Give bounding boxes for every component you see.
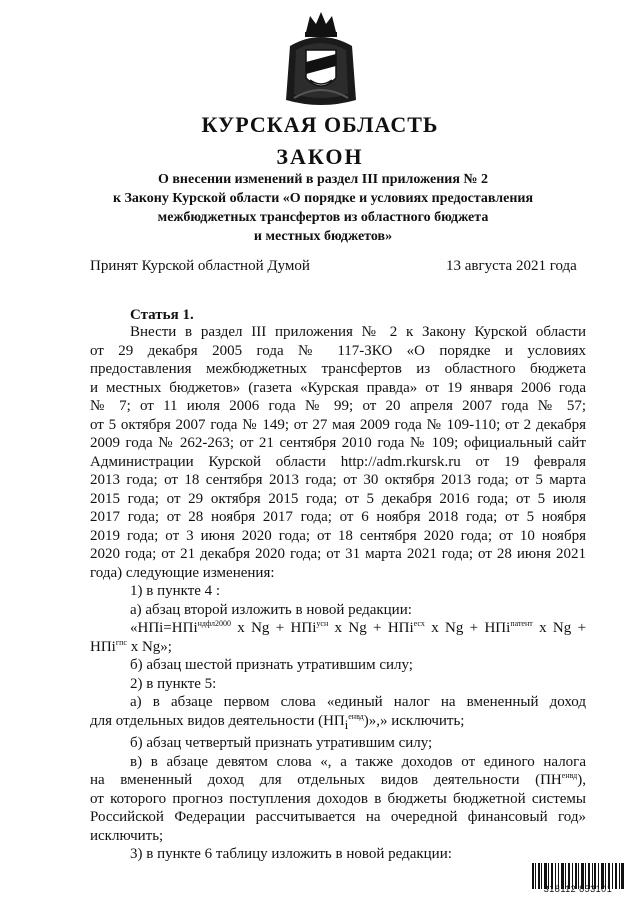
- body-line: а) в абзаце первом слова «единый налог на вмененный доход: [130, 694, 586, 710]
- body-line: 1) в пункте 4 :: [130, 583, 221, 599]
- law-title-line: О внесении изменений в раздел III приложения № 2: [157, 172, 489, 187]
- law-title-line: и местных бюджетов»: [253, 229, 393, 244]
- region-heading: КУРСКАЯ ОБЛАСТЬ: [201, 112, 439, 137]
- body-line: года) следующие изменения:: [90, 564, 275, 581]
- body-line: от которого прогноз поступления доходов в бюджеты бюджетной системы: [90, 790, 586, 807]
- barcode-number: 318112 853101: [543, 884, 613, 894]
- law-title-line: межбюджетных трансфертов из областного бюджета: [157, 210, 489, 225]
- formula-line: «НПi=НПi$^{ндфл2000}$ x Ng + НПi$^{усн}$ x Ng + НПi$^{есх}$ x Ng + НПi$^{патент}$ x Ng +: [130, 619, 587, 636]
- law-heading: ЗАКОН: [276, 144, 364, 169]
- adopted-date: 13 августа 2021 года: [446, 258, 577, 274]
- body-line: б) абзац шестой признать утратившим силу;: [130, 657, 413, 673]
- body-line: для отдельных видов деятельности $(НП_i^{енвд})$»,» исключить;: [90, 711, 465, 732]
- body-line: а) абзац второй изложить в новой редакции:: [130, 601, 412, 618]
- coat-of-arms-icon: [280, 10, 362, 108]
- body-line: и местных бюджетов» (газета «Курская правда» от 19 января 2006 года: [90, 379, 586, 396]
- body-line: 2015 года; от 29 октября 2015 года; от 5 декабря 2016 года; от 5 июля: [90, 490, 586, 507]
- body-line: от 5 октября 2007 года № 149; от 27 мая 2009 года № 109-110; от 2 декабря: [90, 416, 586, 433]
- body-line: исключить;: [90, 827, 164, 844]
- body-line: 2009 года № 262-263; от 21 сентября 2010 года № 109; официальный сайт: [90, 435, 586, 451]
- article-title: Статья 1.: [130, 307, 194, 323]
- body-line: б) абзац четвертый признать утратившим силу;: [130, 735, 433, 751]
- law-title: [80, 170, 566, 246]
- article-body: [90, 323, 586, 864]
- formula-line: НПi$^{гпс}$ x Ng»;: [90, 637, 172, 655]
- body-line: № 7; от 11 июля 2006 года № 99; от 20 апреля 2007 года № 57;: [90, 398, 586, 414]
- adopted-by: Принят Курской областной Думой: [90, 258, 310, 274]
- body-line: на вмененный доход для отдельных видов деятельности $(ПН^{енвд})$,: [90, 771, 586, 788]
- body-line: Российской Федерации рассчитывается на очередной финансовый год»: [90, 809, 586, 825]
- body-line: Администрации Курской области http://adm.rkursk.ru от 19 февраля: [90, 453, 586, 470]
- body-line: предоставления межбюджетных трансфертов из областного бюджета: [90, 361, 586, 377]
- body-line: Внести в раздел III приложения № 2 к Закону Курской области: [130, 324, 586, 340]
- law-title-line: к Закону Курской области «О порядке и условиях предоставления: [112, 191, 534, 206]
- body-line: 2013 года; от 18 сентября 2013 года; от 30 октября 2013 года; от 5 марта: [90, 472, 586, 488]
- body-line: 2020 года; от 21 декабря 2020 года; от 31 марта 2021 года; от 28 июня 2021: [90, 546, 586, 562]
- body-line: 3) в пункте 6 таблицу изложить в новой редакции:: [130, 846, 452, 862]
- body-line: от 29 декабря 2005 года № 117-ЗКО «О порядке и условиях: [90, 342, 586, 359]
- body-line: 2) в пункте 5:: [130, 675, 217, 692]
- body-line: 2019 года; от 3 июня 2020 года; от 18 сентября 2020 года; от 10 ноября: [90, 527, 586, 544]
- body-line: в) в абзаце девятом слова «, а также доходов от единого налога: [130, 753, 586, 770]
- body-line: 2017 года; от 28 ноября 2017 года; от 6 ноября 2018 года; от 5 ноября: [90, 509, 586, 525]
